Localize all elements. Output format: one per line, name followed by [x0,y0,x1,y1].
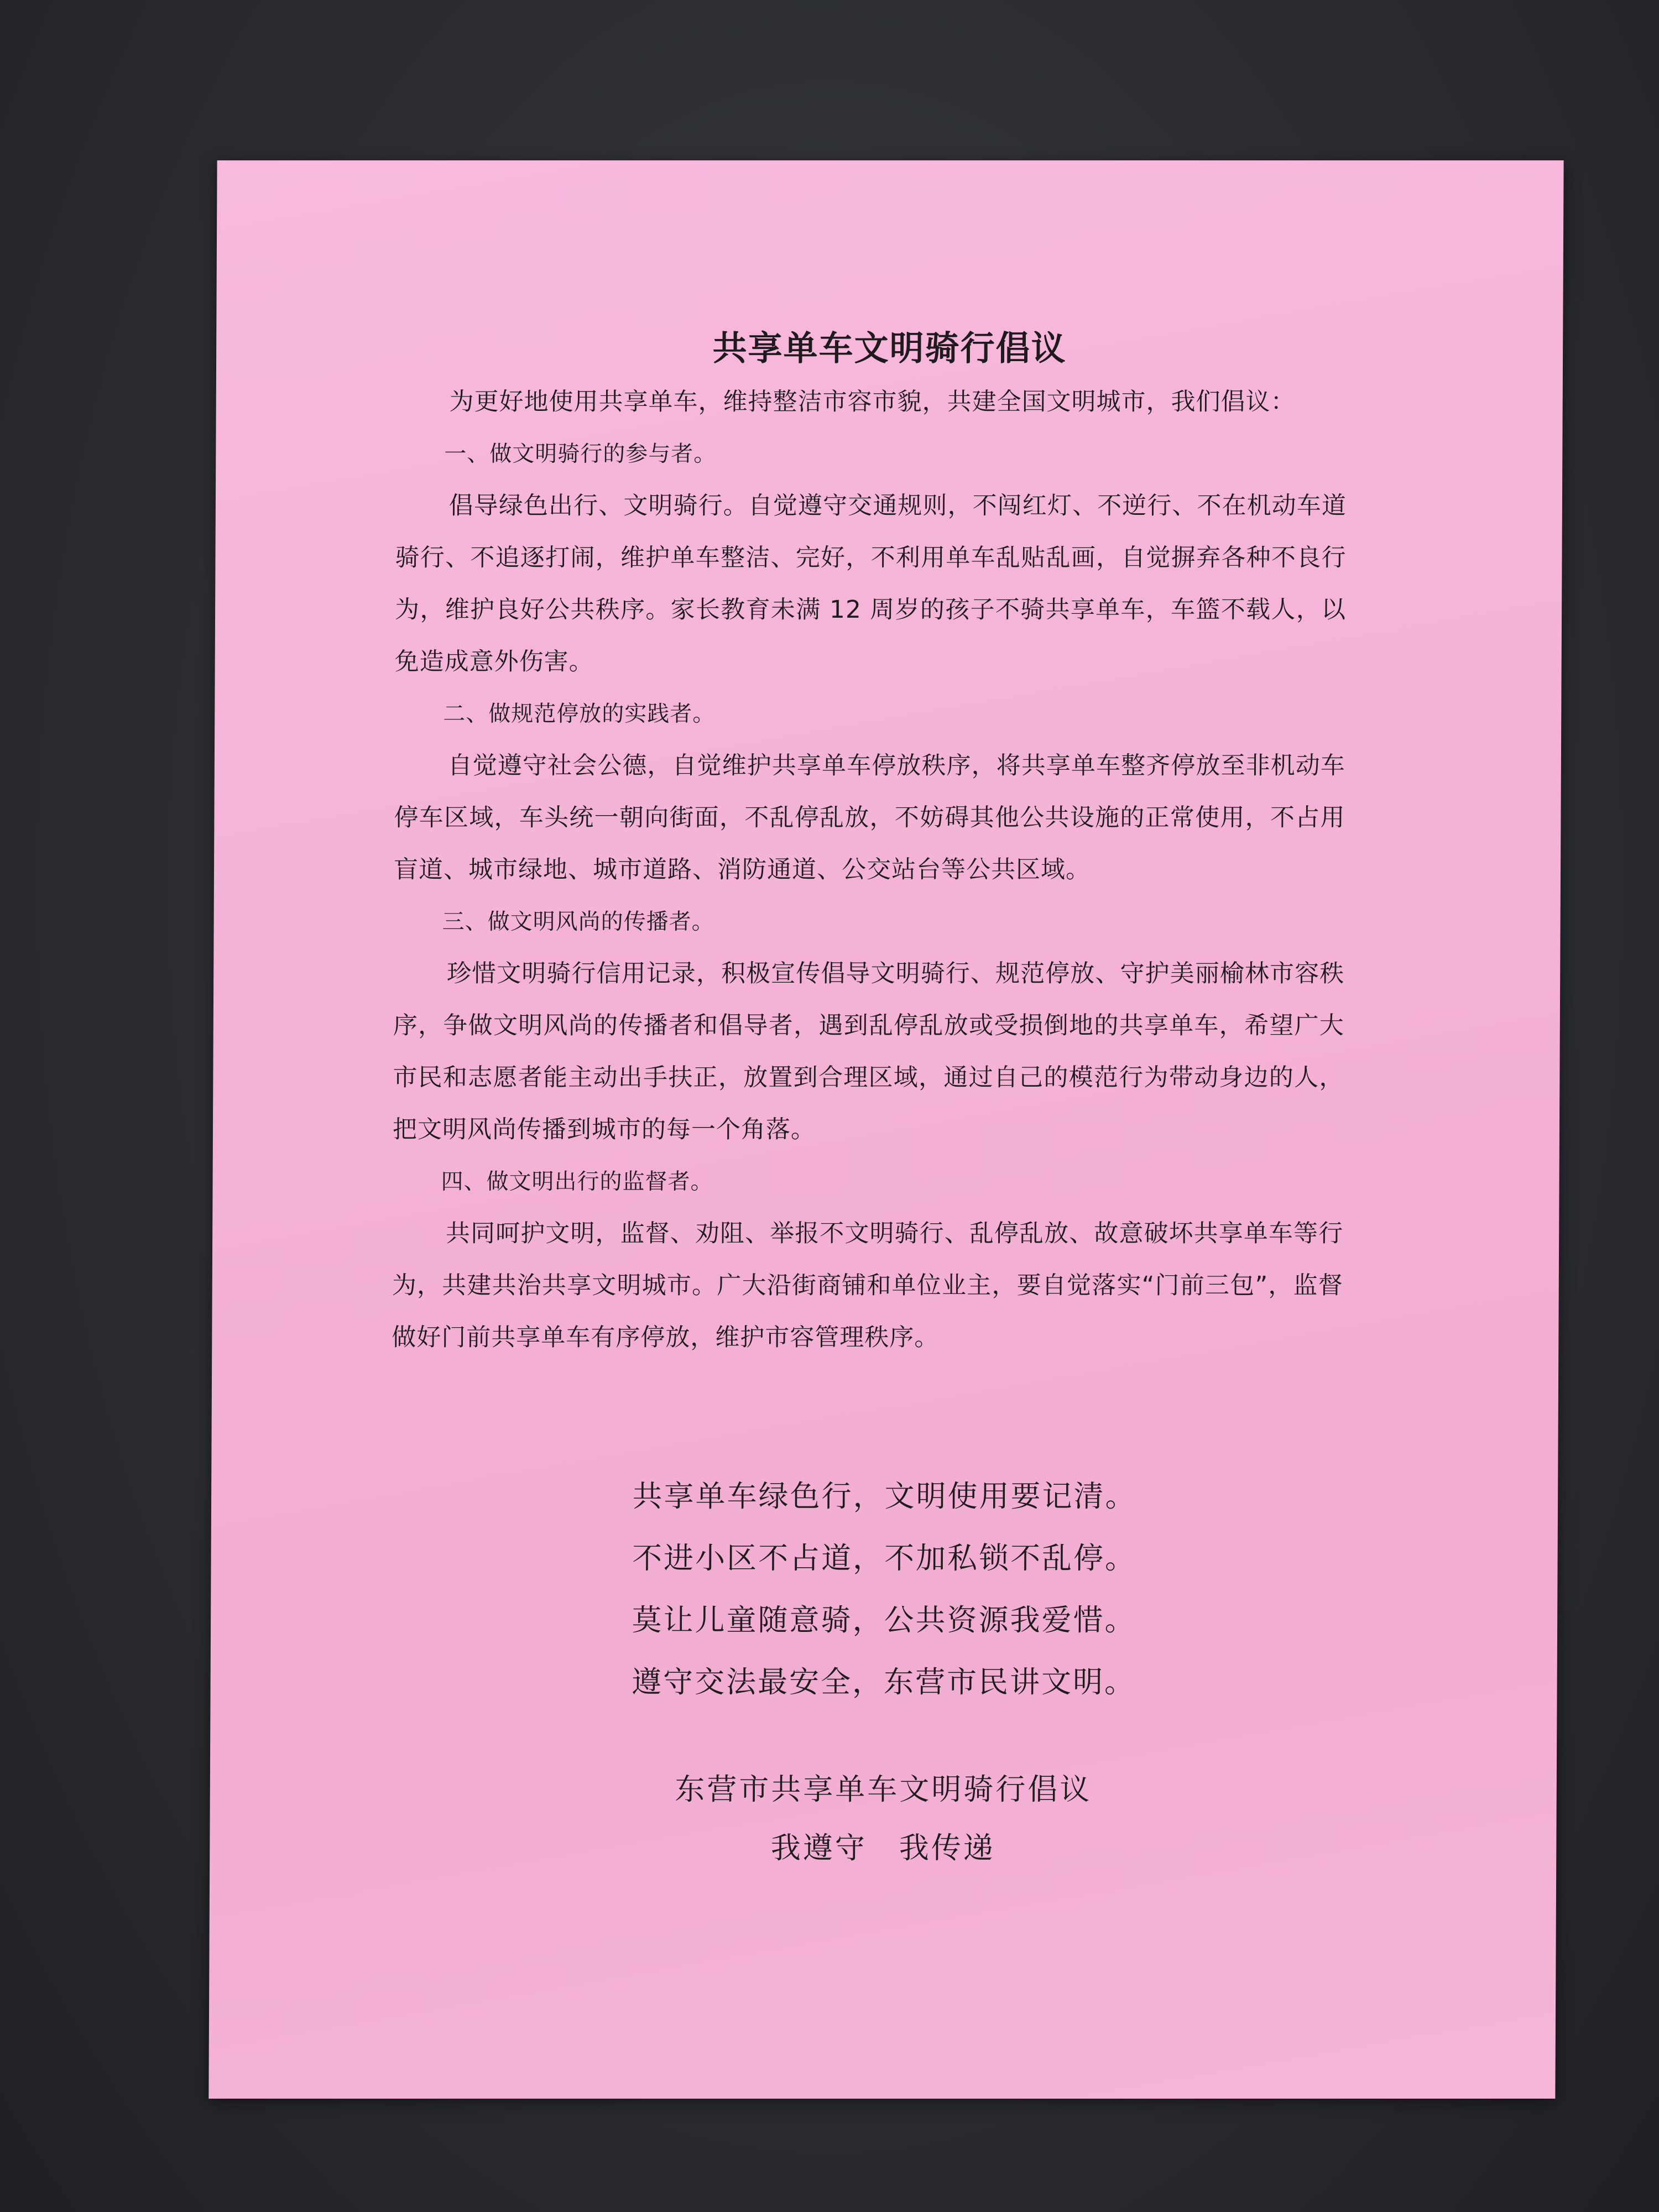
verse-line: 莫让儿童随意骑，公共资源我爱惜。 [632,1603,1136,1637]
pink-paper-sheet [208,160,1563,2099]
verse-line: 共享单车绿色行，文明使用要记清。 [632,1479,1137,1514]
section-4-heading: 四、做文明出行的监督者。 [441,1169,713,1194]
section-2-heading: 二、做规范停放的实践者。 [443,701,716,727]
footer-motto: 我遵守 我传递 [770,1830,995,1865]
section-1-text: 倡导绿色出行、文明骑行。自觉遵守交通规则，不闯红灯、不逆行、不在机动车道骑行、不追逐打闹，维护单车整洁、完好，不利用单车乱贴乱画，自觉摒弃各种不良行为，维护良好公共秩序。家长教育未满 12 周岁的孩子不骑共享单车，车篮不载人，以免造成意外伤害。 [394,492,1347,676]
section-4-text: 共同呵护文明，监督、劝阻、举报不文明骑行、乱停乱放、故意破坏共享单车等行为，共建共治共享文明城市。广大沿街商铺和单位业主，要自觉落实“门前三包”，监督做好门前共享单车有序停放，维护市容管理秩序。 [392,1219,1344,1352]
section-3-heading: 三、做文明风尚的传播者。 [442,909,714,935]
section-1-heading: 一、做文明骑行的参与者。 [444,441,717,467]
document-footer [210,1760,1557,1877]
verse-line: 遵守交法最安全，东营市民讲文明。 [632,1665,1136,1699]
intro-paragraph: 为更好地使用共享单车，维持整洁市容市貌，共建全国文明城市，我们倡议： [449,388,1296,416]
section-2-text: 自觉遵守社会公德，自觉维护共享单车停放秩序，将共享单车整齐停放至非机动车停车区域，车头统一朝向街面，不乱停乱放，不妨碍其他公共设施的正常使用，不占用盲道、城市绿地、城市道路、消防通道、公交站台等公共区域。 [393,752,1345,884]
sheet-content [208,160,1563,2099]
slogan-verse [210,1465,1558,1713]
footer-title: 东营市共享单车文明骑行倡议 [675,1772,1092,1807]
document-title: 共享单车文明骑行倡议 [712,328,1067,368]
verse-line: 不进小区不占道，不加私锁不乱停。 [632,1541,1137,1575]
document-body [392,376,1347,1364]
section-3-text: 珍惜文明骑行信用记录，积极宣传倡导文明骑行、规范停放、守护美丽榆林市容秩序，争做文明风尚的传播者和倡导者，遇到乱停乱放或受损倒地的共享单车，希望广大市民和志愿者能主动出手扶正，放置到合理区域，通过自己的模范行为带动身边的人，把文明风尚传播到城市的每一个角落。 [392,959,1345,1144]
